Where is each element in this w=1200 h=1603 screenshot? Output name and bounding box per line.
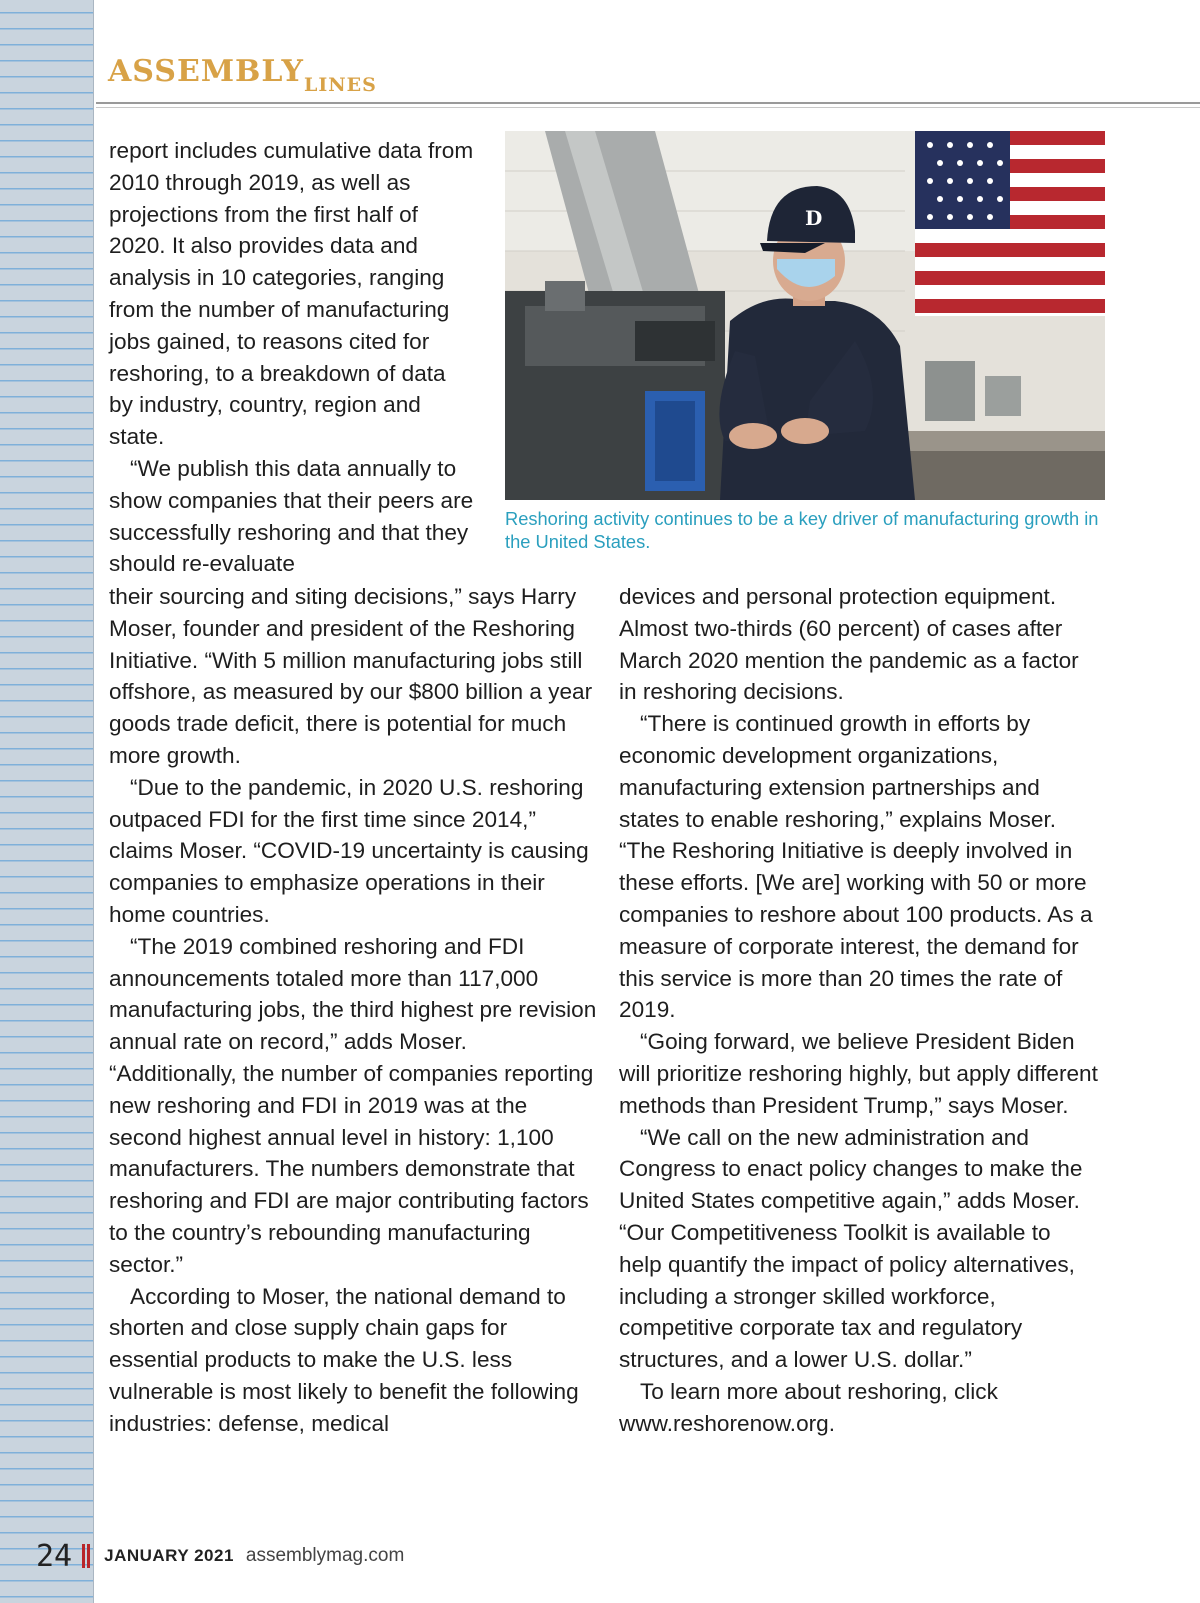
- page-footer: [36, 1538, 404, 1574]
- photo-caption: Reshoring activity continues to be a key driver of manufacturing growth in the United States.: [505, 508, 1099, 552]
- striped-sidebar: [0, 0, 94, 1603]
- article-paragraph: “We publish this data annually to show companies that their peers are successfully reshoring and that they should re-evaluate: [109, 455, 474, 577]
- issue-date: JANUARY 2021: [104, 1546, 234, 1565]
- article-paragraph: To learn more about reshoring, click www.reshorenow.org.: [619, 1378, 998, 1436]
- svg-text:D: D: [805, 206, 823, 230]
- article-paragraph: their sourcing and siting decisions,” says Harry Moser, founder and president of the Reshoring Initiative. “With 5 million manufacturing jobs still offshore, as measured by our $800 billion a year goods trade deficit, there is potential for much more growth.: [109, 584, 593, 768]
- page-number: 24: [36, 1538, 73, 1574]
- header-title-big: ASSEMBLY: [108, 54, 304, 89]
- article-paragraph: “The 2019 combined reshoring and FDI announcements totaled more than 117,000 manufacturing jobs, the third highest pre revision annual rate on record,” adds Moser. “Additionally, the number of companies reporting new reshoring and FDI in 2019 was at the second highest annual level in history: 1,100 manufacturers. The numbers demonstrate that reshoring and FDI are major contributing factors to the country’s rebounding manufacturing sector.”: [109, 933, 597, 1277]
- article-paragraph: “Going forward, we believe President Biden will prioritize reshoring highly, but apply different methods than President Trump,” says Moser.: [619, 1029, 1098, 1118]
- article-paragraph: report includes cumulative data from 2010 through 2019, as well as projections from the first half of 2020. It also provides data and analysis in 10 categories, ranging from the number of manufacturing jobs gained, to reasons cited for reshoring, to a breakdown of data by industry, country, region and state.: [109, 138, 474, 450]
- header-title-small: LINES: [303, 74, 377, 96]
- website-link[interactable]: assemblymag.com: [245, 1545, 405, 1566]
- footer-divider: [82, 1544, 92, 1568]
- article-column-left-top: [109, 135, 474, 580]
- article-column-right: [619, 581, 1099, 1440]
- section-header: [108, 54, 377, 96]
- article-paragraph: According to Moser, the national demand to shorten and close supply chain gaps for essential products to make the U.S. less vulnerable is most likely to benefit the following industries: defense, medical: [109, 1283, 579, 1436]
- article-paragraph: “Due to the pandemic, in 2020 U.S. reshoring outpaced FDI for the first time since 2014,” claims Moser. “COVID-19 uncertainty is causing companies to emphasize operations in their home countries.: [109, 774, 589, 927]
- article-paragraph: devices and personal protection equipment. Almost two-thirds (60 percent) of cases after March 2020 mention the pandemic as a factor in reshoring decisions.: [619, 584, 1079, 705]
- worker-photo-illustration: [505, 131, 1105, 500]
- article-paragraph: “There is continued growth in efforts by economic development organizations, manufacturing extension partnerships and states to enable reshoring,” explains Moser. “The Reshoring Initiative is deeply involved in these efforts. [We are] working with 50 or more companies to reshore about 100 products. As a measure of corporate interest, the demand for this service is more than 20 times the rate of 2019.: [619, 711, 1093, 1023]
- american-flag: [915, 131, 1105, 316]
- article-column-left: [109, 581, 599, 1440]
- header-rule: [96, 102, 1200, 108]
- article-paragraph: “We call on the new administration and Congress to enact policy changes to make the United States competitive again,” adds Moser. “Our Competitiveness Toolkit is available to help quantify the impact of policy alternatives, including a stronger skilled workforce, competitive corporate tax and regulatory structures, and a lower U.S. dollar.”: [619, 1124, 1083, 1373]
- article-photo: [505, 131, 1105, 500]
